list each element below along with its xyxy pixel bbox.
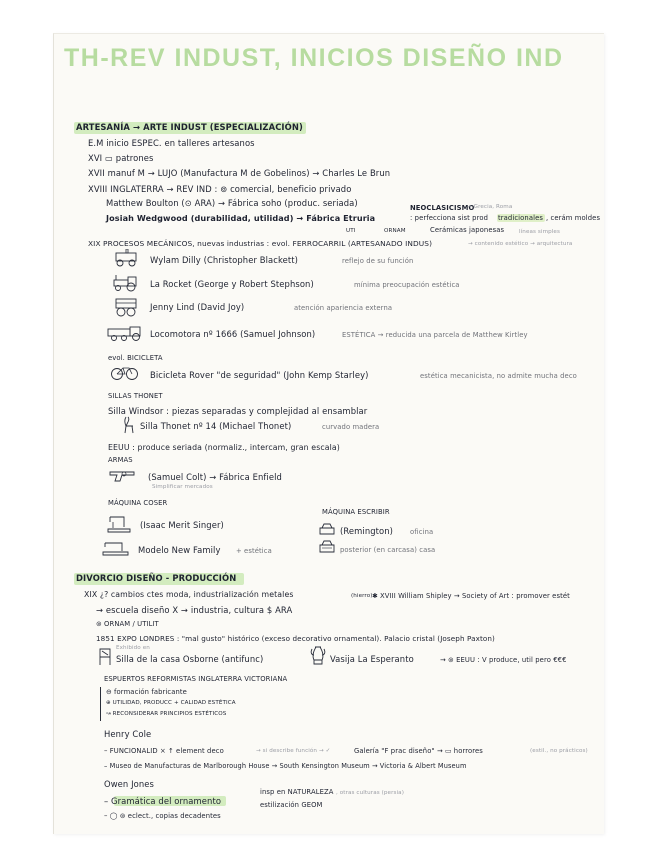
locomotora-note: ESTÉTICA → reducida una parcela de Matthew Kirtley — [342, 331, 528, 339]
bicycle-icon — [110, 365, 140, 381]
owen-jones: Owen Jones — [104, 779, 154, 789]
thonet-chair-icon — [122, 416, 136, 434]
posterior-note: posterior (en carcasa) casa — [340, 546, 436, 554]
typewriter-casing-icon — [318, 540, 336, 554]
typewriter-icon — [318, 522, 336, 536]
line-wedgwood: Josiah Wedgwood (durabilidad, utilidad) → Fábrica Etruria — [106, 213, 376, 223]
revolver-icon — [108, 468, 142, 484]
tradicionales-word: tradicionales — [498, 214, 543, 222]
eeuu-note: → ⊚ EEUU : V produce, util pero €€€ — [440, 656, 567, 664]
line-funcional: – FUNCIONALID × ↑ element deco — [104, 747, 224, 755]
gramatica-b: estilización GEOM — [260, 801, 323, 809]
osborne-small: Exhibido en — [116, 645, 150, 651]
jenny-lind-icon — [112, 296, 142, 318]
ornam-label: ORNAM — [384, 228, 406, 234]
la-rocket-icon — [112, 274, 142, 292]
galeria-note: (estil., no prácticos) — [530, 748, 588, 754]
sillas-thonet-heading: SILLAS THONET — [108, 392, 163, 400]
osborne-chair-icon — [98, 648, 112, 666]
ceram-moldes: , cerám moldes — [546, 214, 601, 222]
sewing-machine-icon — [106, 513, 132, 533]
line-singer: (Isaac Merit Singer) — [140, 520, 224, 530]
neoclasicismo-desc: : perfecciona sist prod — [410, 214, 488, 222]
jenny-note: atención apariencia externa — [294, 304, 393, 312]
espuertos-item-2: ⊕ UTILIDAD, PRODUCC + CALIDAD ESTÉTICA — [106, 700, 236, 706]
xix-hierro: (hierro) — [351, 593, 373, 599]
colt-note: Simplificar mercados — [152, 484, 213, 490]
maquina-escribir-heading: MÁQUINA ESCRIBIR — [322, 508, 390, 516]
line-gramatica: – Gramática del ornamento — [104, 796, 222, 806]
line-remington: (Remington) — [340, 526, 394, 536]
wylam-dilly-icon — [112, 249, 142, 267]
espuertos-item-1: ⊖ formación fabricante — [106, 688, 187, 696]
line-colt: (Samuel Colt) → Fábrica Enfield — [148, 472, 282, 482]
neoclasicismo-note: → Grecia, Roma — [467, 204, 513, 210]
wylam-note: reflejo de su función — [342, 257, 414, 265]
section-heading-divorcio: DIVORCIO DISEÑO - PRODUCCIÓN — [76, 573, 237, 583]
line-jenny: Jenny Lind (David Joy) — [150, 302, 245, 312]
neoclasicismo-label: NEOCLASICISMO — [410, 204, 475, 212]
new-family-note: + estética — [236, 547, 272, 555]
line-museo: – Museo de Manufacturas de Marlborough House → South Kensington Museum → Victoria & Albert Museum — [104, 762, 467, 770]
line-ornam-util: ⊚ ORNAM / UTILIT — [96, 620, 159, 628]
line-osborne: Silla de la casa Osborne (antifunc) — [116, 654, 264, 664]
funcional-note: → si describe función → ✓ — [256, 748, 331, 754]
line-esperanto: Vasija La Esperanto — [330, 654, 414, 664]
line-escuela: → escuela diseño X → industria, cultura $ ARA — [96, 605, 293, 615]
armas-heading: ARMAS — [108, 456, 133, 464]
line-shipley: ✱ XVIII William Shipley → Society of Art : promover estét — [372, 592, 570, 600]
bicicleta-evol: evol. BICICLETA — [108, 354, 163, 362]
line-eeuu: EEUU : produce seriada (normaliz., intercam, gran escala) — [108, 443, 340, 452]
xix-note: → contenido estético → arquitectura — [468, 241, 573, 247]
line-rocket: La Rocket (George y Robert Stephson) — [150, 279, 314, 289]
bicicleta-note: estética mecanicista, no admite mucha deco — [420, 372, 577, 380]
vase-icon — [310, 646, 326, 666]
thonet14-note: curvado madera — [322, 423, 380, 431]
locomotora-icon — [106, 325, 146, 341]
espuertos-item-3: ↝ RECONSIDERAR PRINCIPIOS ESTÉTICOS — [106, 711, 227, 717]
page-title: TH-REV INDUST, INICIOS DISEÑO IND — [64, 44, 564, 72]
gramatica-a-note: , otras culturas (persia) — [336, 790, 404, 796]
espuertos-heading: ESPUERTOS REFORMISTAS INGLATERRA VICTORIANA — [104, 675, 288, 683]
remington-note: oficina — [410, 528, 434, 536]
line-xvii: XVII manuf M → LUJO (Manufactura M de Gobelinos) → Charles Le Brun — [88, 168, 391, 178]
line-xvi: XVI ▭ patrones — [88, 153, 154, 163]
line-eclect: – ◯ ⊚ eclect., copias decadentes — [104, 812, 221, 820]
ceramicas-japonesas: Cerámicas japonesas — [430, 226, 505, 234]
line-bicicleta: Bicicleta Rover "de seguridad" (John Kemp Starley) — [150, 370, 369, 380]
line-wylam: Wylam Dilly (Christopher Blackett) — [150, 255, 299, 265]
line-locomotora: Locomotora nº 1666 (Samuel Johnson) — [150, 329, 316, 339]
line-xix: XIX PROCESOS MECÁNICOS, nuevas industrias : evol. FERROCARRIL (ARTESANADO INDUS) — [88, 239, 433, 248]
line-em: E.M inicio ESPEC. en talleres artesanos — [88, 138, 255, 148]
lineas-simples: líneas simples — [519, 229, 560, 235]
list-brace — [100, 687, 101, 721]
henry-cole: Henry Cole — [104, 729, 152, 739]
line-xix-moda: XIX ¿? cambios ctes moda, industrialización metales — [84, 590, 294, 599]
notebook-page — [53, 33, 604, 834]
section-heading-artesania: ARTESANÍA → ARTE INDUST (ESPECIALIZACIÓN) — [76, 122, 303, 132]
maquina-coser-heading: MÁQUINA COSER — [108, 499, 168, 507]
line-boulton: Matthew Boulton (⊙ ARA) → Fábrica soho (produc. seriada) — [106, 198, 358, 208]
line-expo: 1851 EXPO LONDRES : "mal gusto" histórico (exceso decorativo ornamental). Palacio cristal (Joseph Paxton) — [96, 634, 495, 643]
line-windsor: Silla Windsor : piezas separadas y complejidad al ensamblar — [108, 406, 368, 416]
line-new-family: Modelo New Family — [138, 545, 221, 555]
uti-label: UTI — [346, 228, 356, 234]
new-family-machine-icon — [102, 540, 130, 556]
line-galeria: Galería "F prac diseño" → ▭ horrores — [354, 747, 483, 755]
line-thonet14: Silla Thonet nº 14 (Michael Thonet) — [140, 421, 292, 431]
gramatica-a: insp en NATURALEZA — [260, 788, 334, 796]
rocket-note: mínima preocupación estética — [354, 281, 460, 289]
line-xviii: XVIII INGLATERRA → REV IND : ⊚ comercial, beneficio privado — [88, 184, 352, 194]
